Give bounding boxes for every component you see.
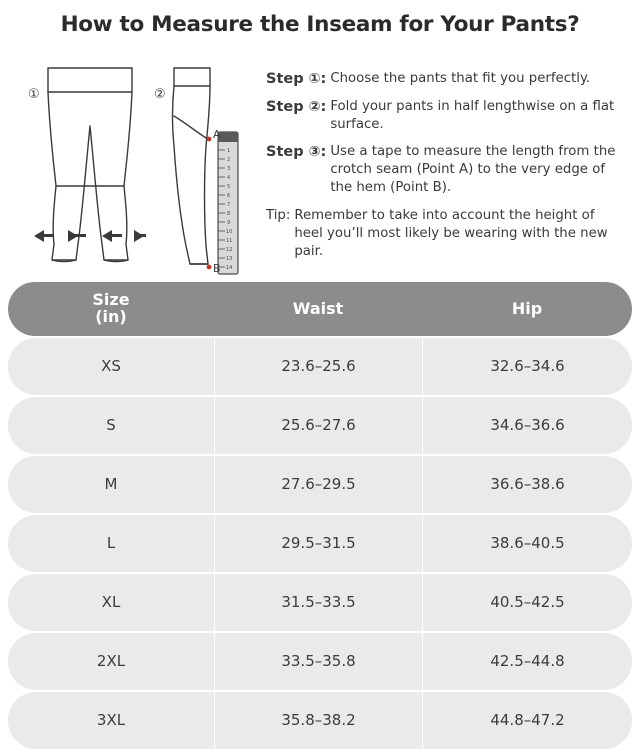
step-1-colon: : <box>320 70 327 87</box>
tip-text: Remember to take into account the height of heel you’ll most likely be wearing with the new pair. <box>294 208 608 259</box>
table-row <box>8 633 632 690</box>
cell-hip: 40.5–42.5 <box>422 574 632 631</box>
cell-waist: 23.6–25.6 <box>214 338 422 395</box>
header-size-label: Size <box>92 290 130 309</box>
header-hip: Hip <box>511 299 543 318</box>
cell-hip: 38.6–40.5 <box>422 515 632 572</box>
table-row <box>8 456 632 513</box>
figure-1-number: ① <box>28 86 40 102</box>
step-2-text: Fold your pants in half lengthwise on a flat surface. <box>330 99 615 133</box>
table-row <box>8 692 632 749</box>
cell-waist: 27.6–29.5 <box>214 456 422 513</box>
svg-text:9: 9 <box>227 219 231 226</box>
pants-illustration <box>14 46 260 276</box>
page-title: How to Measure the Inseam for Your Pants? <box>60 12 580 37</box>
cell-size: 3XL <box>96 711 126 730</box>
measure-arrows <box>34 230 146 242</box>
svg-text:4: 4 <box>227 174 231 181</box>
table-row <box>8 397 632 454</box>
step-3-text: Use a tape to measure the length from the crotch seam (Point A) to the very edge of the hem (Point B). <box>330 144 616 196</box>
cell-hip: 32.6–34.6 <box>422 338 632 395</box>
instructions-area <box>0 42 640 282</box>
svg-text:7: 7 <box>227 201 231 208</box>
step-3-label <box>266 143 330 163</box>
table-header-row <box>8 282 632 336</box>
svg-text:11: 11 <box>226 237 233 244</box>
header-waist: Waist <box>292 299 344 318</box>
cell-waist: 25.6–27.6 <box>214 397 422 454</box>
step-3-colon: : <box>320 144 327 161</box>
figure-2-number: ② <box>154 86 166 102</box>
svg-text:13: 13 <box>226 255 233 262</box>
step-1-word: Step <box>266 70 304 87</box>
cell-size: XL <box>101 593 121 612</box>
cell-waist: 35.8–38.2 <box>214 692 422 749</box>
svg-text:10: 10 <box>226 228 233 235</box>
step-1-number: ① <box>308 70 321 87</box>
cell-size: XS <box>101 357 121 376</box>
svg-text:5: 5 <box>227 183 231 190</box>
step-2-colon: : <box>320 99 327 116</box>
header-size <box>8 282 214 336</box>
svg-text:3: 3 <box>227 165 231 172</box>
step-2-label <box>266 98 330 118</box>
header-size-unit: (in) <box>95 306 127 326</box>
step-3-number: ③ <box>308 144 321 161</box>
cell-hip: 44.8–47.2 <box>422 692 632 749</box>
step-2-word: Step <box>266 99 304 116</box>
cell-waist: 29.5–31.5 <box>214 515 422 572</box>
svg-text:14: 14 <box>226 264 233 271</box>
cell-size: S <box>106 416 116 435</box>
steps-list <box>260 46 626 261</box>
table-row <box>8 338 632 395</box>
step-3-word: Step <box>266 144 304 161</box>
cell-size: L <box>106 534 116 553</box>
cell-size: M <box>104 475 118 494</box>
cell-hip: 42.5–44.8 <box>422 633 632 690</box>
cell-waist: 31.5–33.5 <box>214 574 422 631</box>
table-row <box>8 515 632 572</box>
svg-text:8: 8 <box>227 210 231 217</box>
svg-text:6: 6 <box>227 192 231 199</box>
svg-text:A: A <box>213 127 221 141</box>
svg-text:B: B <box>213 261 221 275</box>
svg-text:2: 2 <box>227 156 231 163</box>
tip-label: Tip: <box>266 208 291 224</box>
size-table <box>0 282 640 749</box>
step-1-text: Choose the pants that fit you perfectly. <box>330 70 591 86</box>
cell-hip: 34.6–36.6 <box>422 397 632 454</box>
cell-hip: 36.6–38.6 <box>422 456 632 513</box>
table-row <box>8 574 632 631</box>
svg-text:12: 12 <box>226 246 233 253</box>
step-item <box>266 70 626 90</box>
cell-size: 2XL <box>96 652 126 671</box>
step-item <box>266 143 626 197</box>
illustration-svg <box>14 46 260 276</box>
step-1-label <box>266 70 330 90</box>
ruler-icon <box>218 132 238 274</box>
cell-waist: 33.5–35.8 <box>214 633 422 690</box>
step-item <box>266 98 626 134</box>
step-2-number: ② <box>308 99 321 116</box>
svg-text:1: 1 <box>227 147 231 154</box>
tip-row <box>266 207 626 261</box>
